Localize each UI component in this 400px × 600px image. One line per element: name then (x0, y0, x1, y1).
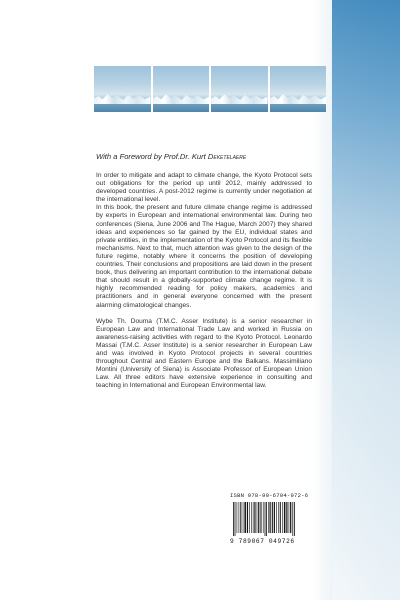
blurb-paragraph-book: In this book, the present and future climate change regime is addressed by experts in European and international environmental law. During two conferences (Siena, June 2006 and The Hague, March 2007) they shared ideas and experiences so far gained by the EU, individual states and private entities, in the implementation of the Kyoto Protocol and its flexible mechanisms. Next to that, much attention was given to the design of the future regime, notably where it concerns the position of developing countries. Their conclusions and propositions are laid down in the present book, thus delivering an important contribution to the international debate that should result in a globally-supported climate change regime. It is highly recommended reading for policy makers, academics and practitioners and in general everyone concerned with the present alarming climatological changes. (96, 204, 312, 309)
barcode-bar (239, 502, 240, 533)
blurb-paragraph-editors: Wybe Th. Douma (T.M.C. Asser Institute) is a senior researcher in European Law and International Trade Law and worked in Russia on awareness-raising activities with regard to the Kyoto Protocol. Leonardo Massai (T.M.C. Asser Institute) is a senior researcher in European Law and was involved in Kyoto Protocol projects in several countries throughout Central and Eastern Europe and the Balkans. Massimiliano Montini (University of Siena) is Associate Professor of European Union Law. All three editors have extensive experience in consulting and teaching in International and European Environmental law. (96, 317, 312, 390)
barcode-bar (294, 502, 295, 536)
barcode-bar (251, 502, 252, 533)
cover-gradient-band (332, 0, 400, 600)
barcode-bar (290, 502, 291, 533)
barcode-bar (276, 502, 277, 533)
glacier-photo (94, 66, 151, 112)
barcode-bar (292, 502, 293, 536)
barcode-bar (249, 502, 250, 533)
barcode-bar (257, 502, 258, 533)
foreword-line (96, 152, 316, 161)
barcode-bar (263, 502, 264, 533)
blurb-text (96, 172, 312, 390)
barcode-bar (282, 502, 283, 533)
barcode-bar (270, 502, 271, 533)
barcode-bar (254, 502, 255, 533)
barcode-bar (268, 502, 269, 533)
barcode-bar (274, 502, 275, 533)
foreword-prefix: With a Foreword by Prof.Dr. Kurt (96, 152, 208, 161)
glacier-photo (153, 66, 210, 112)
barcode-bar (278, 502, 279, 533)
blurb-paragraph-intro: In order to mitigate and adapt to climate change, the Kyoto Protocol sets out obligations for the period up until 2012, mainly addressed to developed countries. A post-2012 regime is currently under negotiation at the international level. (96, 172, 312, 204)
barcode-bar (258, 502, 259, 533)
barcode-bar (289, 502, 290, 533)
barcode-bar (286, 502, 287, 533)
barcode-bar (247, 502, 248, 533)
glacier-photo (211, 66, 268, 112)
isbn-label: ISBN 978-90-6704-972-6 (230, 492, 309, 499)
barcode-bar (284, 502, 286, 533)
barcode-bar (266, 502, 267, 536)
barcode-bar (233, 502, 234, 536)
barcode-digits: 9 789067 049726 (230, 538, 295, 545)
isbn-barcode (230, 492, 320, 550)
barcode-bar (253, 502, 254, 533)
barcode-bar (237, 502, 238, 533)
glacier-photo (270, 66, 327, 112)
glacier-photo-strip (94, 66, 326, 112)
foreword-author-surname: Deketelaere (207, 152, 247, 161)
barcode-bar (244, 502, 246, 533)
barcode-bar (265, 502, 266, 536)
barcode-bar (243, 502, 244, 533)
barcode-bars (232, 502, 318, 536)
barcode-bar (280, 502, 281, 533)
barcode-bar (240, 502, 241, 533)
barcode-bar (272, 502, 273, 533)
barcode-bar (260, 502, 261, 533)
barcode-bar (235, 502, 236, 536)
